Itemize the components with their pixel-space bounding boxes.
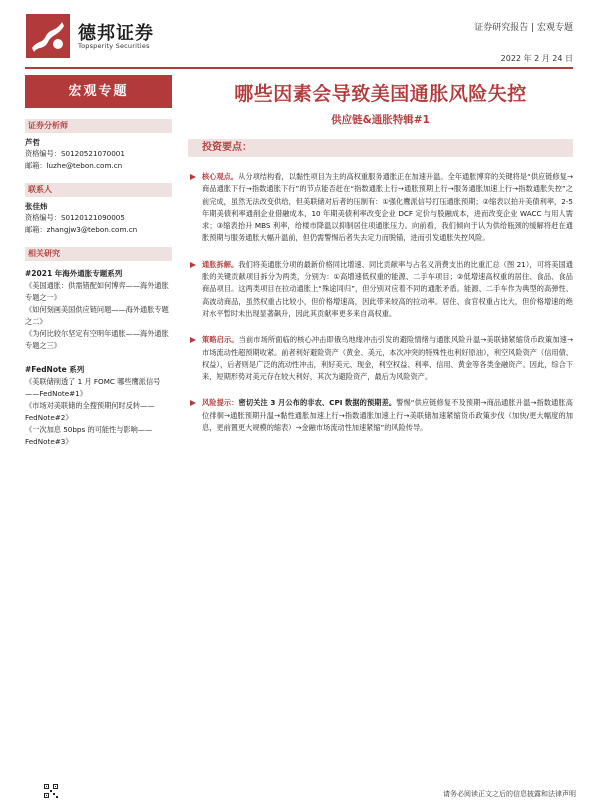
report-subtitle: 供应链&通胀特辑#1 xyxy=(331,114,430,126)
related-report[interactable]: 《市场对美联储的全搜预期何时反转——FedNote#2》 xyxy=(25,401,155,422)
contact-email: 邮箱：zhangjw3@tebon.com.cn xyxy=(25,225,138,234)
bullet-icon xyxy=(190,337,196,343)
key-point-lead: 通胀拆解。 xyxy=(202,259,239,269)
series-title: #2021 年海外通胀专题系列 xyxy=(25,269,123,278)
key-point-text: 当前市场所面临的核心冲击即俄乌地缘冲击引发的避险情绪与通胀风险升温→美联储紧缩货币政策加速→市场流动性超预期收紧。前者利好避险资产（黄金、美元，本次冲突的特殊性也利好原油），利空风险资产（信用债、权益），后者则是广泛的流动性冲击，利好美元、现金，利空权益、利率、信用、黄金等各类金融资产。因此，综合下来，短期形势对美元存在较大利好，其次为避险资产，最后为风险资产。 xyxy=(202,335,573,382)
key-point-lead: 风险提示： xyxy=(202,398,239,408)
bullet-icon xyxy=(190,400,196,406)
key-point-emphasis: 密切关注 3 月公布的非农、CPI 数据的预期差。 xyxy=(238,398,397,408)
analyst-name: 芦哲 xyxy=(25,138,40,147)
report-title: 哪些因素会导致美国通胀风险失控 xyxy=(234,83,527,105)
series-title: #FedNote 系列 xyxy=(25,365,85,374)
sidebar-banner: 宏观专题 xyxy=(25,75,172,108)
related-report[interactable]: 《美国通胀：供需错配如何博弈——海外通胀专题之一》 xyxy=(25,281,169,302)
analyst-email: 邮箱：luzhe@tebon.com.cn xyxy=(25,161,123,170)
report-date: 2022 年 2 月 24 日 xyxy=(500,54,573,63)
related-report[interactable]: 《如何刻画美国供应链问题——海外通胀专题之二》 xyxy=(25,305,169,326)
key-point-text: 从分项结构看，以黏性项目为主的高权重服务通胀正在加速升温。全年通胀博弈的关键将是“供应链修复→商品通胀下行→指数通胀下行”的节点能否赶在“指数通胀上行→通胀预期上行→服务通胀加速上行→指数通胀失控”之前完成，虽然无法改变供给，但美联储对后者的压制有：①强化鹰派信号打压通胀预期；②缩表以拍升美债利率，2-5 年期美债利率通削企业借融成本，10 年期美债利率改变企业 DCF 定价与股融成本，进而改变企业 WACC 与用人需求；③缩表抬升 MBS 利率，给楼市降温以抑制居住项通胀压力。向前看，我们倾向于认为供给瓶颈的缓解将赶在通胀预期与服务通胀大幅升温前，但仍需警惕后者失去定力而脱锚，进而引发通胀失控风险。 xyxy=(202,172,573,243)
key-point-text: 警惕“供应链修复不及预期→商品通胀升温→指数通胀高位徘徊→通胀预期升温→黏性通胀加速上行→指数通胀加速上行→美联储加速紧缩货币政策步伐（加快/更大幅度的加息，更前置更大规模的缩表）→金融市场流动性加速紧缩”的风险传导。 xyxy=(202,398,573,433)
brand-name-en: Topsperity Securities xyxy=(78,42,150,50)
main-content xyxy=(188,75,573,434)
key-point xyxy=(188,259,573,320)
bullet-icon xyxy=(190,262,196,268)
key-point-text: 我们将美通胀分项的最新价格同比增速、同比贡献率与占名义消费支出的比重汇总（图 21），可将美国通胀的关键贡献项目拆分为两类，分别为：①高增速低权重的能源、二手车项目；②低增速高权重的居住、食品、食品商品项目。这两类项目在拉动通胀上“殊途同归”，但分别对应着不同的通胀矛盾。能源、二手车作为典型的高弹性、高波动商品，虽然权重占比较小，但价格增速高，因此带来较高的拉动率。居住、食官权重占比大，但价格增速的绝对水平暂时未出现显著飙升，因此其贡献率更多来自高权重。 xyxy=(202,259,573,318)
key-point-lead: 核心观点。 xyxy=(202,172,239,181)
contact-heading: 联系人 xyxy=(25,183,172,197)
related-heading: 相关研究 xyxy=(25,247,172,261)
qr-code-icon xyxy=(44,784,58,798)
section-heading: 投资要点： xyxy=(188,139,573,157)
related-report[interactable]: 《美联储削透了 1 月 FOMC 哪些鹰派信号——FedNote#1》 xyxy=(25,377,161,398)
brand-logo-icon xyxy=(26,14,70,58)
related-report[interactable]: 《一次加息 50bps 的可能性与影响——FedNote#3》 xyxy=(25,425,153,446)
contact-name: 张佳炜 xyxy=(25,202,48,211)
header-divider xyxy=(25,67,573,69)
contact-license: 资格编号：S0120121090005 xyxy=(25,213,125,222)
key-point xyxy=(188,397,573,434)
report-category: 证券研究报告 | 宏观专题 xyxy=(474,23,573,33)
related-report[interactable]: 《为何比较尔坚定有空明年通胀——海外通胀专题之三》 xyxy=(25,329,169,350)
analyst-license: 资格编号：S0120521070001 xyxy=(25,149,125,158)
analyst-heading: 证券分析师 xyxy=(25,119,172,133)
key-point xyxy=(188,334,573,383)
sidebar xyxy=(25,75,172,774)
bullet-icon xyxy=(190,174,196,180)
key-point xyxy=(188,171,573,245)
brand-name: 德邦证券 xyxy=(78,23,154,44)
key-point-lead: 策略启示。 xyxy=(202,335,239,345)
footer-disclaimer: 请务必阅读正文之后的信息披露和法律声明 xyxy=(443,790,576,798)
